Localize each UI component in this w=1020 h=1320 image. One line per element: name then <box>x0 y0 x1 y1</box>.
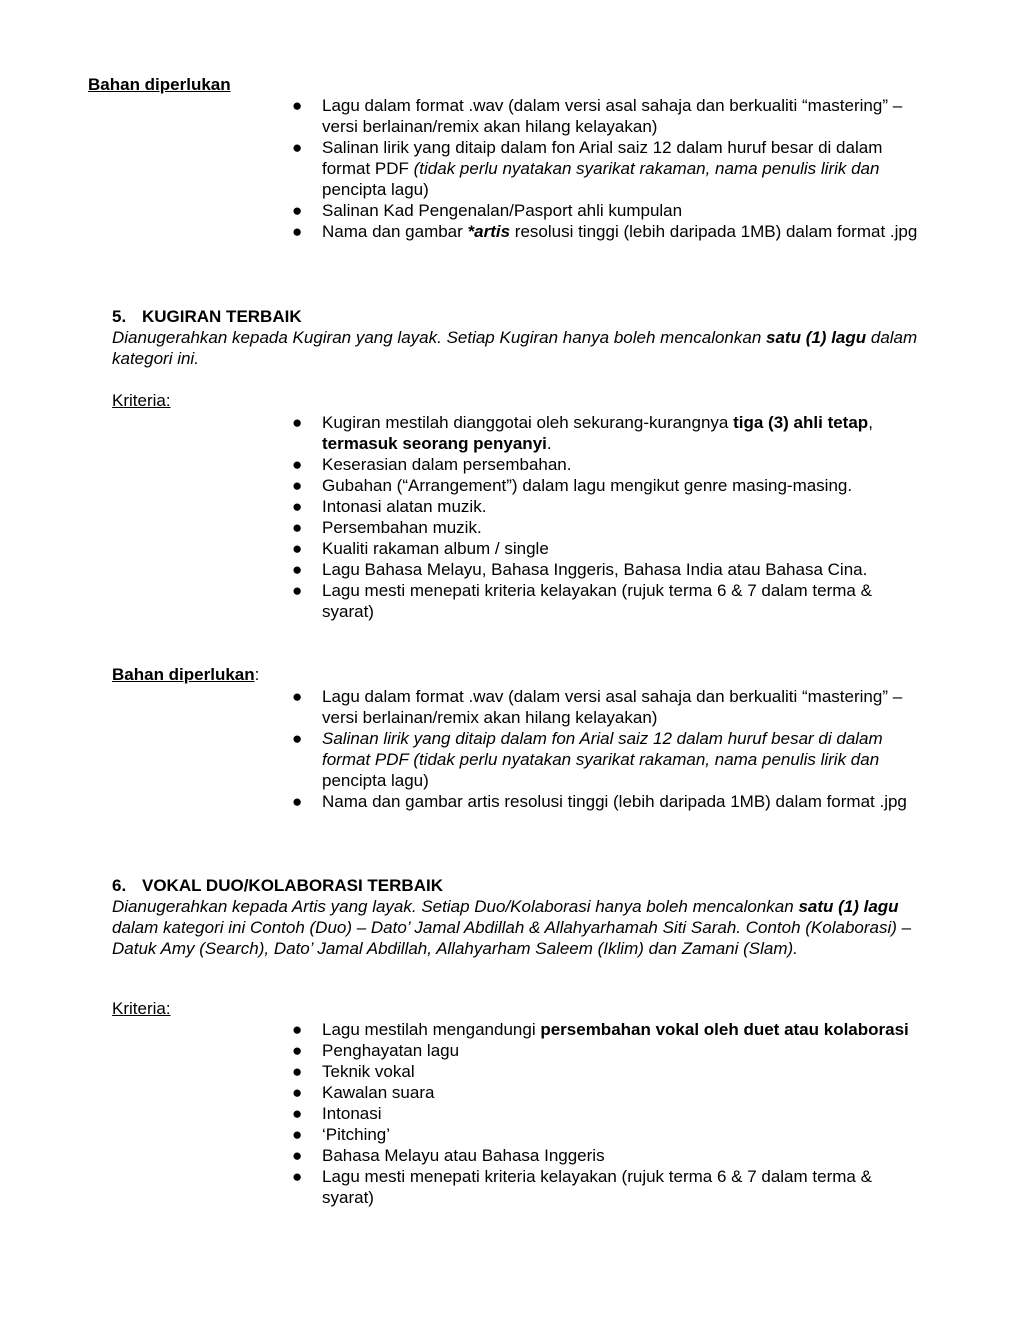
bullet-icon: ● <box>292 1104 303 1123</box>
list-item: ● Lagu Bahasa Melayu, Bahasa Inggeris, Bahasa India atau Bahasa Cina. <box>292 560 868 579</box>
section-5-bahan-list <box>0 686 922 812</box>
bullet-icon: ● <box>292 1041 303 1060</box>
bullet-icon: ● <box>292 729 303 748</box>
bullet-icon: ● <box>292 413 303 432</box>
list-item: ● Keserasian dalam persembahan. <box>292 455 572 474</box>
list-item: ● Persembahan muzik. <box>292 518 482 537</box>
bullet-icon: ● <box>292 1167 303 1186</box>
list-item: ● Intonasi <box>292 1104 382 1123</box>
section-5-description: Dianugerahkan kepada Kugiran yang layak. Setiap Kugiran hanya boleh mencalonkan satu (1) lagu dalam kategori ini. <box>112 328 918 368</box>
bullet-icon: ● <box>292 1062 303 1081</box>
bullet-icon: ● <box>292 560 303 579</box>
bullet-icon: ● <box>292 1083 303 1102</box>
section-5-kriteria-list <box>0 412 922 622</box>
list-item: ● Lagu mestilah mengandungi persembahan vokal oleh duet atau kolaborasi <box>292 1020 909 1039</box>
list-item: ● Gubahan (“Arrangement”) dalam lagu mengikut genre masing-masing. <box>292 476 853 495</box>
list-item: ● Lagu dalam format .wav (dalam versi asal sahaja dan berkualiti “mastering” – versi berlainan/remix akan hilang kelayakan) <box>292 687 903 727</box>
bullet-icon: ● <box>292 138 303 157</box>
list-item: ● Lagu mesti menepati kriteria kelayakan (rujuk terma 6 & 7 dalam terma & syarat) <box>292 581 872 621</box>
section-6-kriteria-list <box>0 1019 922 1208</box>
section-5-title: 5. KUGIRAN TERBAIK <box>112 307 302 326</box>
list-item: ● Kugiran mestilah dianggotai oleh sekurang-kurangnya tiga (3) ahli tetap, termasuk seorang penyanyi. <box>292 413 873 453</box>
bullet-icon: ● <box>292 1146 303 1165</box>
bullet-icon: ● <box>292 539 303 558</box>
list-item: ● Kualiti rakaman album / single <box>292 539 549 558</box>
list-item: ● Penghayatan lagu <box>292 1041 460 1060</box>
bullet-icon: ● <box>292 497 303 516</box>
list-item: ● Intonasi alatan muzik. <box>292 497 487 516</box>
bullet-icon: ● <box>292 1020 303 1039</box>
list-item: ● Kawalan suara <box>292 1083 435 1102</box>
list-item: ● Salinan lirik yang ditaip dalam fon Arial saiz 12 dalam huruf besar di dalam format PDF (tidak perlu nyatakan syarikat rakaman, nama penulis lirik dan pencipta lagu) <box>292 729 883 790</box>
list-item: ● Salinan Kad Pengenalan/Pasport ahli kumpulan <box>292 201 683 220</box>
bullet-icon: ● <box>292 581 303 600</box>
list-item: ● Bahasa Melayu atau Bahasa Inggeris <box>292 1146 605 1165</box>
list-item: ● Nama dan gambar *artis resolusi tinggi (lebih daripada 1MB) dalam format .jpg <box>292 222 918 241</box>
bahan-heading-top: Bahan diperlukan <box>88 75 231 94</box>
section-5-bahan-heading: Bahan diperlukan: <box>112 665 260 684</box>
list-item: ● Lagu dalam format .wav (dalam versi asal sahaja dan berkualiti “mastering” – versi berlainan/remix akan hilang kelayakan) <box>292 96 903 136</box>
section-6-description: Dianugerahkan kepada Artis yang layak. Setiap Duo/Kolaborasi hanya boleh mencalonkan satu (1) lagu dalam kategori ini Contoh (Duo) – Dato’ Jamal Abdillah & Allahyarhamah Siti Sarah. Contoh (Kolaborasi) – Datuk Amy (Search), Dato’ Jamal Abdillah, Allahyarham Saleem (Iklim) dan Zamani (Slam). <box>112 897 912 958</box>
bullet-icon: ● <box>292 687 303 706</box>
list-item: ● Teknik vokal <box>292 1062 415 1081</box>
bullet-icon: ● <box>292 792 303 811</box>
list-item: ● Nama dan gambar artis resolusi tinggi (lebih daripada 1MB) dalam format .jpg <box>292 792 907 811</box>
list-item: ● Lagu mesti menepati kriteria kelayakan (rujuk terma 6 & 7 dalam terma & syarat) <box>292 1167 872 1207</box>
bullet-icon: ● <box>292 518 303 537</box>
bullet-icon: ● <box>292 476 303 495</box>
bullet-icon: ● <box>292 1125 303 1144</box>
section-6-title: 6. VOKAL DUO/KOLABORASI TERBAIK <box>112 876 443 895</box>
bullet-icon: ● <box>292 222 303 241</box>
bullet-icon: ● <box>292 455 303 474</box>
list-item: ● ‘Pitching’ <box>292 1125 391 1144</box>
bahan-list-top <box>0 95 922 242</box>
bullet-icon: ● <box>292 201 303 220</box>
bullet-icon: ● <box>292 96 303 115</box>
section-5-kriteria-label: Kriteria: <box>112 391 171 410</box>
list-item: ● Salinan lirik yang ditaip dalam fon Arial saiz 12 dalam huruf besar di dalam format PDF (tidak perlu nyatakan syarikat rakaman, nama penulis lirik dan pencipta lagu) <box>292 138 883 199</box>
section-6-kriteria-label: Kriteria: <box>112 999 171 1018</box>
